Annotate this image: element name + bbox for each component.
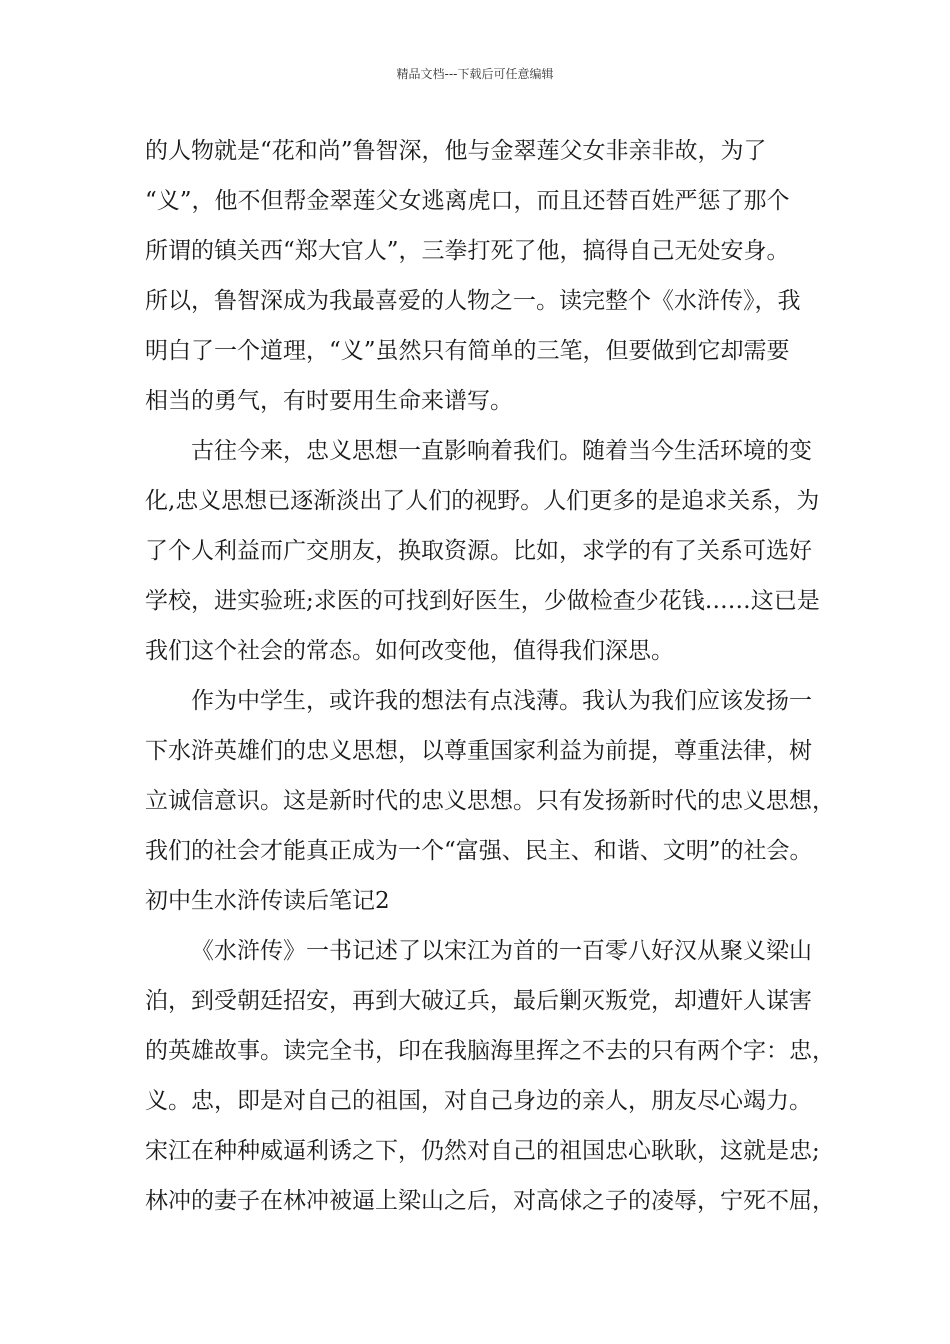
document-body: [145, 126, 835, 1226]
text-line: 所以，鲁智深成为我最喜爱的人物之一。读完整个《水浒传》，我: [145, 288, 801, 314]
paragraph-first-line: 作为中学生，或许我的想法有点浅薄。我认为我们应该发扬一: [191, 688, 812, 714]
text-line: 的英雄故事。读完全书，印在我脑海里挥之不去的只有两个字：忠，: [145, 1038, 835, 1064]
text-line: 明白了一个道理，“义”虽然只有简单的三笔，但要做到它却需要: [145, 338, 790, 364]
text-line: 了个人利益而广交朋友，换取资源。比如，求学的有了关系可选好: [145, 538, 812, 564]
text-line: 泊，到受朝廷招安，再到大破辽兵，最后剿灭叛党，却遭奸人谋害: [145, 988, 812, 1014]
text-line: 的人物就是“花和尚”鲁智深，他与金翠莲父女非亲非故，为了: [145, 138, 767, 164]
text-line: 宋江在种种威逼利诱之下，仍然对自己的祖国忠心耿耿，这就是忠;: [145, 1138, 820, 1164]
text-line: 立诚信意识。这是新时代的忠义思想。只有发扬新时代的忠义思想，: [145, 788, 835, 814]
text-line: 我们这个社会的常态。如何改变他，值得我们深思。: [145, 638, 674, 664]
paragraph-first-line: 《水浒传》一书记述了以宋江为首的一百零八好汉从聚义梁山: [191, 938, 812, 964]
text-line: 下水浒英雄们的忠义思想，以尊重国家利益为前提，尊重法律，树: [145, 738, 812, 764]
text-line: 林冲的妻子在林冲被逼上梁山之后，对高俅之子的凌辱，宁死不屈，: [145, 1188, 835, 1214]
text-line: 学校，进实验班;求医的可找到好医生，少做检查少花钱……这已是: [145, 588, 820, 614]
text-line: 所谓的镇关西“郑大官人”，三拳打死了他，搞得自己无处安身。: [145, 238, 790, 264]
text-line: 化,忠义思想已逐渐淡出了人们的视野。人们更多的是追求关系，为: [145, 488, 820, 514]
text-line: “义”，他不但帮金翠莲父女逃离虎口，而且还替百姓严惩了那个: [145, 188, 790, 214]
paragraph-first-line: 古往今来，忠义思想一直影响着我们。随着当今生活环境的变: [191, 438, 812, 464]
text-line: 我们的社会才能真正成为一个“富强、民主、和谐、文明”的社会。: [145, 838, 813, 864]
section-heading: 初中生水浒传读后笔记2: [145, 888, 390, 914]
text-line: 义。忠，即是对自己的祖国，对自己身边的亲人，朋友尽心竭力。: [145, 1088, 812, 1114]
text-line: 相当的勇气，有时要用生命来谱写。: [145, 388, 513, 414]
page-header-watermark: 精品文档---下载后可任意编辑: [396, 67, 554, 81]
